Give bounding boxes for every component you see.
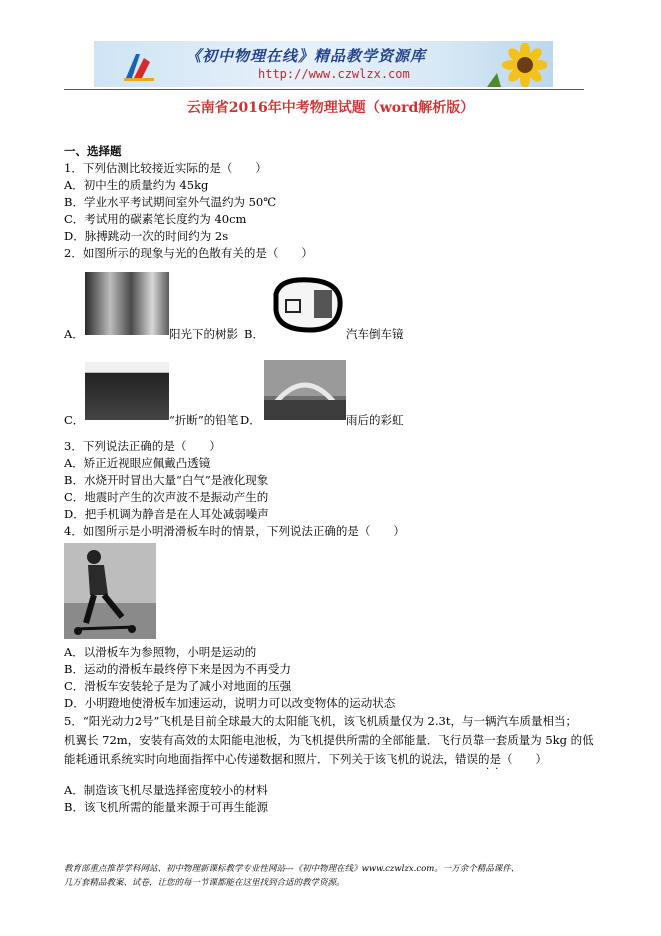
scooter-photo bbox=[64, 543, 156, 639]
q3-option-b: B．水烧开时冒出大量“白气”是液化现象 bbox=[64, 473, 269, 487]
q2-option-a-letter: A． bbox=[64, 327, 84, 341]
q2-option-b-caption: 汽车倒车镜 bbox=[346, 327, 404, 341]
q5-stem-line2: 机翼长 72m，安装有高效的太阳能电池板，为飞机提供所需的全部能量．飞行员靠一套质量为 5kg 的低 bbox=[64, 733, 594, 747]
q3-option-d: D．把手机调为静音是在人耳处减弱噪声 bbox=[64, 507, 269, 521]
q3-option-a: A．矫正近视眼应佩戴凸透镜 bbox=[64, 456, 211, 470]
q1-option-b: B．学业水平考试期间室外气温约为 50℃ bbox=[64, 195, 277, 209]
q1-option-a: A．初中生的质量约为 45kg bbox=[64, 178, 209, 192]
q4-option-c: C．滑板车安装轮子是为了减小对地面的压强 bbox=[64, 679, 292, 693]
q2-stem: 2．如图所示的现象与光的色散有关的是（ ） bbox=[64, 246, 313, 260]
footer-line-1: 教育部重点推荐学科网站、初中物理新课标教学专业性网站---《初中物理在线》www.czwlzx.com。一万余个精品课件、 bbox=[64, 864, 520, 874]
q2-option-d-letter: D． bbox=[240, 413, 261, 427]
q2-option-a-caption: 阳光下的树影 bbox=[169, 327, 238, 341]
q5-stem-line3: 能耗通讯系统实时向地面指挥中心传递数据和照片．下列关于该飞机的说法，错误的是（ ） bbox=[64, 752, 547, 766]
q1-option-c: C．考试用的碳素笔长度约为 40cm bbox=[64, 212, 247, 226]
q5-option-b: B．该飞机所需的能量来源于可再生能源 bbox=[64, 800, 268, 814]
q5-stem-line1: 5．“阳光动力2号”飞机是目前全球最大的太阳能飞机，该飞机质量仅为 2.3t，与一辆汽车质量相当； bbox=[64, 714, 577, 728]
q2-option-d-caption: 雨后的彩虹 bbox=[346, 413, 404, 427]
emphasis-dots: ·· bbox=[486, 764, 505, 775]
banner-title: 《初中物理在线》精品教学资源库 bbox=[186, 47, 427, 65]
document-title: 云南省2016年中考物理试题（word解析版） bbox=[186, 100, 475, 116]
bent-pencil-photo bbox=[85, 362, 169, 420]
q5-option-a: A．制造该飞机尽量选择密度较小的材料 bbox=[64, 783, 268, 797]
section-heading: 一、选择题 bbox=[64, 144, 122, 158]
footer-line-2: 几万套精品教案、试卷，让您的每一节课都能在这里找到合适的教学资源。 bbox=[64, 878, 345, 888]
rainbow-photo bbox=[264, 360, 346, 420]
q2-option-b-letter: B． bbox=[244, 327, 264, 341]
q4-option-b: B．运动的滑板车最终停下来是因为不再受力 bbox=[64, 662, 291, 676]
q2-option-c-caption: “折断”的铅笔 bbox=[169, 413, 239, 427]
q4-option-a: A．以滑板车为参照物，小明是运动的 bbox=[64, 645, 257, 659]
tree-shadow-photo bbox=[85, 272, 169, 335]
header-banner bbox=[94, 41, 553, 87]
q3-stem: 3．下列说法正确的是（ ） bbox=[64, 439, 221, 453]
site-logo-icon bbox=[122, 48, 156, 82]
banner-url[interactable]: http://www.czwlzx.com bbox=[258, 67, 410, 81]
sunflower-icon bbox=[487, 43, 547, 87]
q4-option-d: D．小明蹬地使滑板车加速运动，说明力可以改变物体的运动状态 bbox=[64, 696, 396, 710]
q2-option-c-letter: C． bbox=[64, 413, 85, 427]
q4-stem: 4．如图所示是小明滑滑板车时的情景，下列说法正确的是（ ） bbox=[64, 524, 405, 538]
page-footer bbox=[64, 862, 604, 890]
header-divider bbox=[64, 89, 584, 90]
q3-option-c: C．地震时产生的次声波不是振动产生的 bbox=[64, 490, 269, 504]
q1-option-d: D．脉搏跳动一次的时间约为 2s bbox=[64, 229, 229, 243]
car-mirror-photo bbox=[270, 276, 346, 334]
q1-stem: 1．下列估测比较接近实际的是（ ） bbox=[64, 161, 267, 175]
